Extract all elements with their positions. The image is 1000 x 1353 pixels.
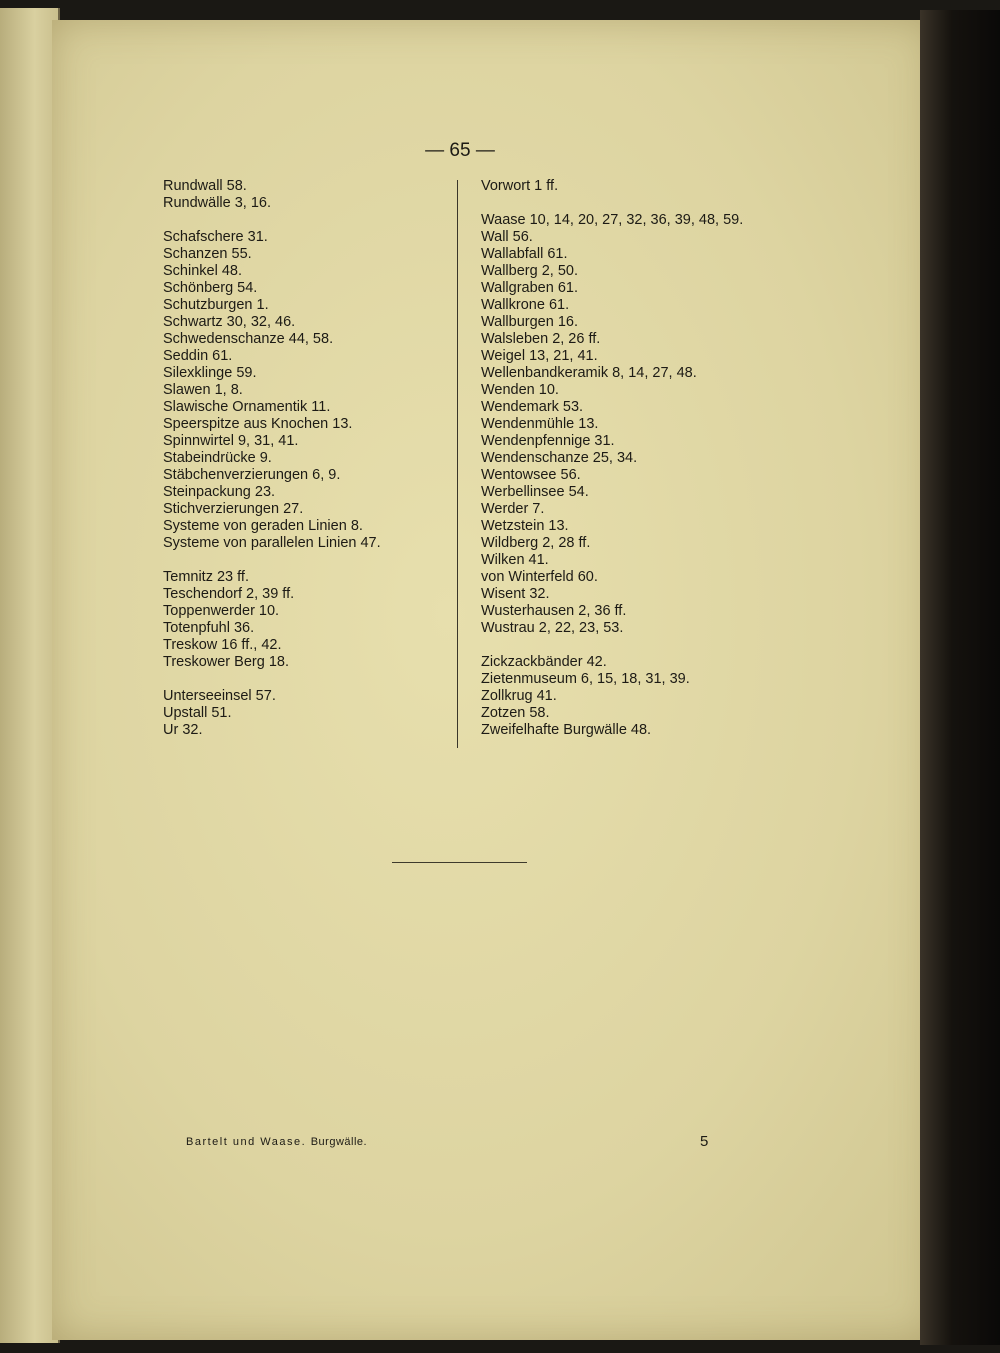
footer-imprint [186,1136,367,1148]
index-entry: Rundwälle 3, 16. [163,195,272,211]
index-entry: Vorwort 1 ff. [481,178,559,194]
index-entry: Wallkrone 61. [481,297,570,313]
index-entry: Silexklinge 59. [163,365,257,381]
index-entry: Unterseeinsel 57. [163,688,276,704]
index-entry: Wendenschanze 25, 34. [481,450,638,466]
end-rule [392,862,527,863]
index-entry: Zotzen 58. [481,705,550,721]
index-entry: Waase 10, 14, 20, 27, 32, 36, 39, 48, 59. [481,212,744,228]
index-entry: Wendemark 53. [481,399,584,415]
section-gap [163,552,448,569]
index-entry: Spinnwirtel 9, 31, 41. [163,433,299,449]
footer-authors: Bartelt und Waase. [186,1136,307,1148]
index-entry: Wilken 41. [481,552,549,568]
index-entry: Totenpfuhl 36. [163,620,255,636]
section-gap [163,212,448,229]
index-entry: Seddin 61. [163,348,233,364]
book-spine [920,10,1000,1345]
index-entry: Steinpackung 23. [163,484,276,500]
index-entry: Werder 7. [481,501,545,517]
index-entry: Wendenmühle 13. [481,416,599,432]
index-entry: Wellenbandkeramik 8, 14, 27, 48. [481,365,697,381]
index-entry: Schwartz 30, 32, 46. [163,314,296,330]
index-entry: Rundwall 58. [163,178,247,194]
index-entry: Schönberg 54. [163,280,258,296]
index-entry: Upstall 51. [163,705,232,721]
index-entry: Wendenpfennige 31. [481,433,615,449]
index-entry: Slawen 1, 8. [163,382,243,398]
index-entry: Treskower Berg 18. [163,654,289,670]
index-entry: Schanzen 55. [163,246,252,262]
index-entry: Werbellinsee 54. [481,484,589,500]
index-entry: Stäbchenverzierungen 6, 9. [163,467,341,483]
index-entry: Stabeindrücke 9. [163,450,272,466]
index-entry: Wallburgen 16. [481,314,578,330]
index-entry: Ur 32. [163,722,203,738]
index-entry: Teschendorf 2, 39 ff. [163,586,295,602]
index-entry: Schafschere 31. [163,229,268,245]
signature-mark: 5 [700,1133,709,1150]
index-entry: Wallabfall 61. [481,246,568,262]
index-entry: Schinkel 48. [163,263,242,279]
index-entry: Wusterhausen 2, 36 ff. [481,603,627,619]
index-entry: Systeme von parallelen Linien 47. [163,535,381,551]
index-entry: Zollkrug 41. [481,688,557,704]
index-column-right [481,178,766,739]
index-entry: Wisent 32. [481,586,550,602]
index-entry: Wallberg 2, 50. [481,263,578,279]
index-column-left [163,178,448,739]
index-entry: Zietenmuseum 6, 15, 18, 31, 39. [481,671,690,687]
index-entry: Schutzburgen 1. [163,297,269,313]
section-gap [481,195,766,212]
index-entry: Zickzackbänder 42. [481,654,607,670]
index-entry: Walsleben 2, 26 ff. [481,331,601,347]
footer-title: Burgwälle. [310,1136,368,1148]
index-entry: Wentowsee 56. [481,467,581,483]
index-entry: Zweifelhafte Burgwälle 48. [481,722,652,738]
index-entry: Slawische Ornamentik 11. [163,399,331,415]
index-entry: Schwedenschanze 44, 58. [163,331,334,347]
index-entry: Wildberg 2, 28 ff. [481,535,591,551]
index-entry: Stichverzierungen 27. [163,501,304,517]
page-number: — 65 — [425,140,495,161]
section-gap [481,637,766,654]
index-entry: Temnitz 23 ff. [163,569,249,585]
index-entry: Wetzstein 13. [481,518,569,534]
index-entry: Treskow 16 ff., 42. [163,637,282,653]
index-entry: Weigel 13, 21, 41. [481,348,598,364]
index-entry: Wallgraben 61. [481,280,578,296]
left-page-edge [0,8,60,1343]
index-entry: Toppenwerder 10. [163,603,280,619]
index-entry: Wall 56. [481,229,533,245]
section-gap [163,671,448,688]
index-entry: Systeme von geraden Linien 8. [163,518,363,534]
index-entry: Wenden 10. [481,382,559,398]
index-entry: von Winterfeld 60. [481,569,598,585]
index-entry: Wustrau 2, 22, 23, 53. [481,620,624,636]
index-entry: Speerspitze aus Knochen 13. [163,416,353,432]
column-divider [457,180,458,748]
